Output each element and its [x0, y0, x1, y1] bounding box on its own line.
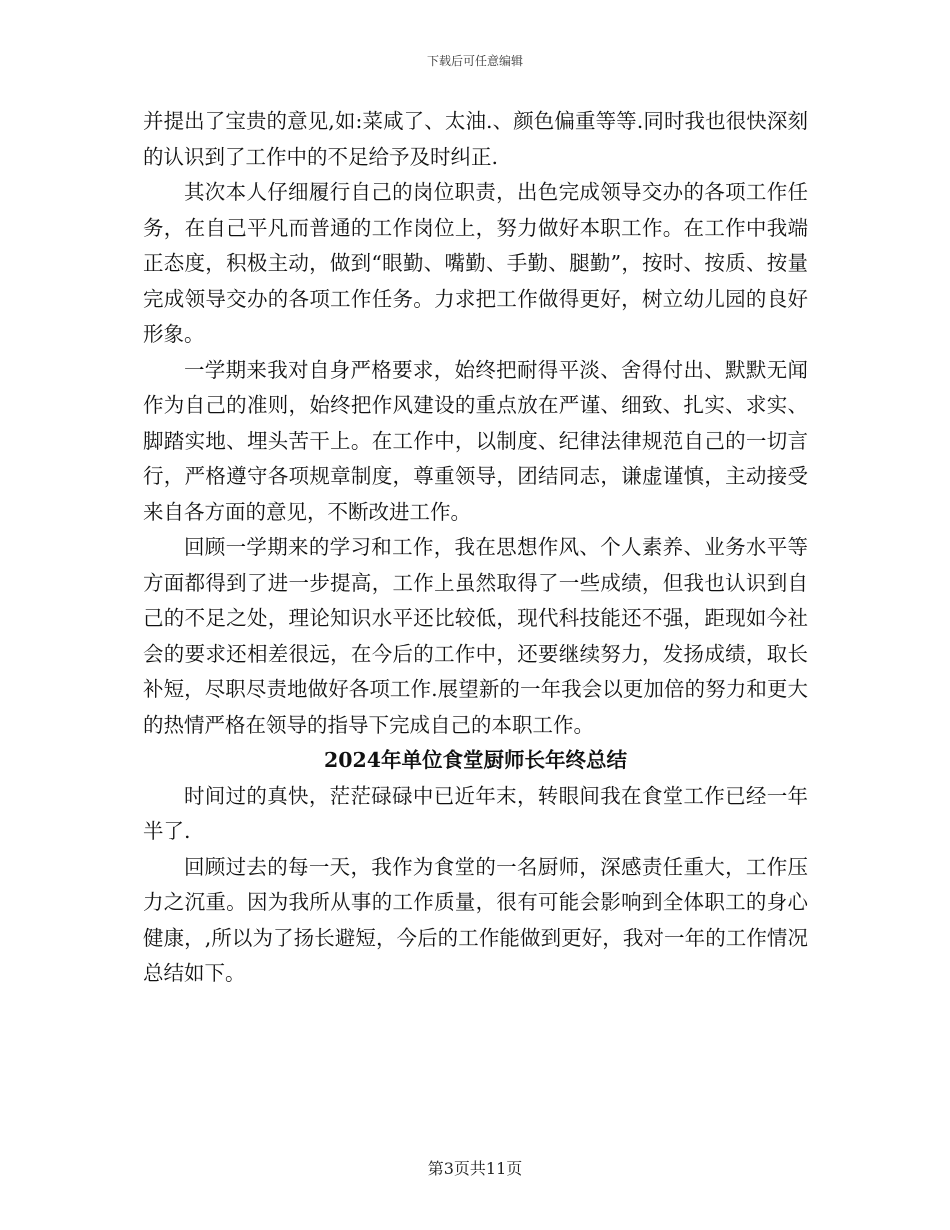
section-title: 2024年单位食堂厨师长年终总结 — [323, 748, 628, 772]
header-note: 下载后可任意编辑 — [426, 54, 523, 68]
paragraph-self-discipline: 一学期来我对自身严格要求，始终把耐得平淡、舍得付出、默默无闻作为自己的准则，始终把作风建设的重点放在严谨、细致、扎实、求实、脚踏实地、埋头苦干上。在工作中，以制度、纪律法律规范自己的一切言行，严格遵守各项规章制度，尊重领导，团结同志，谦虚谨慎，主动接受来自各方面的意见，不断改进工作。 — [143, 357, 808, 524]
paragraph-duties: 其次本人仔细履行自己的岗位职责，出色完成领导交办的各项工作任务，在自己平凡而普通的工作岗位上，努力做好本职工作。在工作中我端正态度，积极主动，做到“眼勤、嘴勤、手勤、腿勤”，按时、按质、按量完成领导交办的各项工作任务。力求把工作做得更好，树立幼儿园的良好形象。 — [143, 180, 808, 346]
paragraph-responsibility: 回顾过去的每一天，我作为食堂的一名厨师，深感责任重大，工作压力之沉重。因为我所从事的工作质量，很有可能会影响到全体职工的身心健康，,所以为了扬长避短，今后的工作能做到更好，我对一年的工作情况总结如下。 — [143, 854, 808, 985]
page-number: 第3页共11页 — [427, 1159, 523, 1178]
paragraph-continuation: 并提出了宝贵的意见,如:菜咸了、太油.、颜色偏重等等.同时我也很快深刻的认识到了工作中的不足给予及时纠正. — [143, 109, 808, 169]
document-body — [143, 104, 808, 992]
paragraph-intro: 时间过的真快，茫茫碌碌中已近年末，转眼间我在食堂工作已经一年半了. — [143, 783, 808, 843]
paragraph-review: 回顾一学期来的学习和工作，我在思想作风、个人素养、业务水平等方面都得到了进一步提高，工作上虽然取得了一些成绩，但我也认识到自己的不足之处，理论知识水平还比较低，现代科技能还不强，距现如今社会的要求还相差很远，在今后的工作中，还要继续努力，发扬成绩，取长补短，尽职尽责地做好各项工作.展望新的一年我会以更加倍的努力和更大的热情严格在领导的指导下完成自己的本职工作。 — [143, 535, 808, 737]
